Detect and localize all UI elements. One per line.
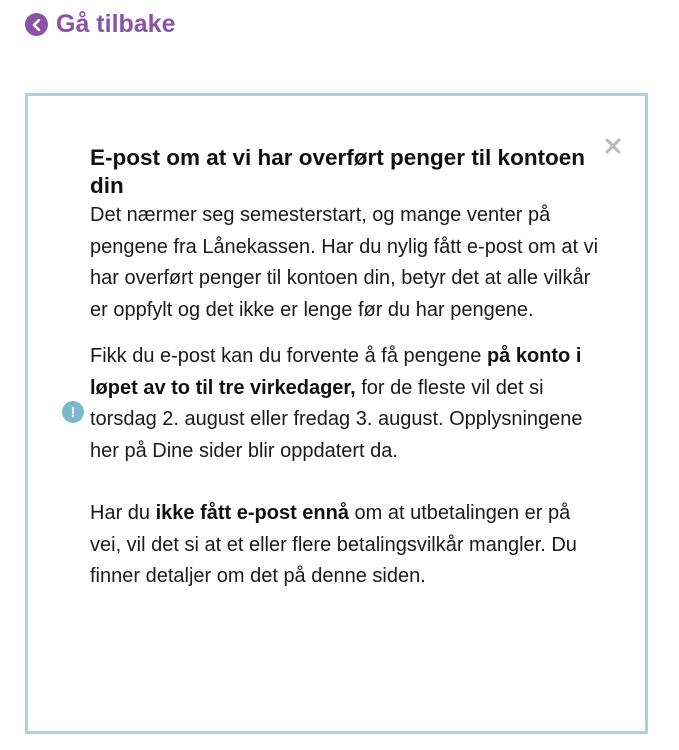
- notice-paragraph-2: [90, 341, 600, 467]
- close-icon: [605, 138, 621, 154]
- paragraph-2-text: Fikk du e-post kan du forvente å få pengene: [90, 345, 487, 367]
- notice-paragraph-3: [90, 498, 600, 593]
- back-link[interactable]: [25, 10, 176, 39]
- notice-content: [90, 144, 600, 593]
- paragraph-3-text-end: om at utbetalingen er på vei, vil det si at et eller flere betalingsvilkår mangler. Du finner detaljer om det på denne siden.: [90, 502, 577, 587]
- paragraph-3-emphasis: ikke fått e-post ennå: [155, 502, 349, 524]
- notice-box: [25, 93, 648, 734]
- paragraph-2-text-end: for de fleste vil det si torsdag 2. august eller fredag 3. august. Opplysningene her på Dine sider blir oppdatert da.: [90, 376, 583, 462]
- notice-title: E-post om at vi har overført penger til kontoen din: [90, 145, 586, 198]
- close-button[interactable]: [601, 134, 625, 158]
- paragraph-2-emphasis: på konto i løpet av to til tre virkedager,: [90, 345, 582, 399]
- chevron-left-icon: [25, 13, 48, 36]
- paragraph-3-text: Har du: [90, 502, 156, 524]
- back-link-label: Gå tilbake: [56, 10, 176, 38]
- notice-paragraph-1: Det nærmer seg semesterstart, og mange venter på pengene fra Lånekassen. Har du nylig fått e-post om at vi har overført penger til kontoen din, betyr det at alle vilkår er oppfylt og det ikke er lenge før du har pengene.: [90, 204, 599, 321]
- exclamation-icon: !: [62, 401, 84, 423]
